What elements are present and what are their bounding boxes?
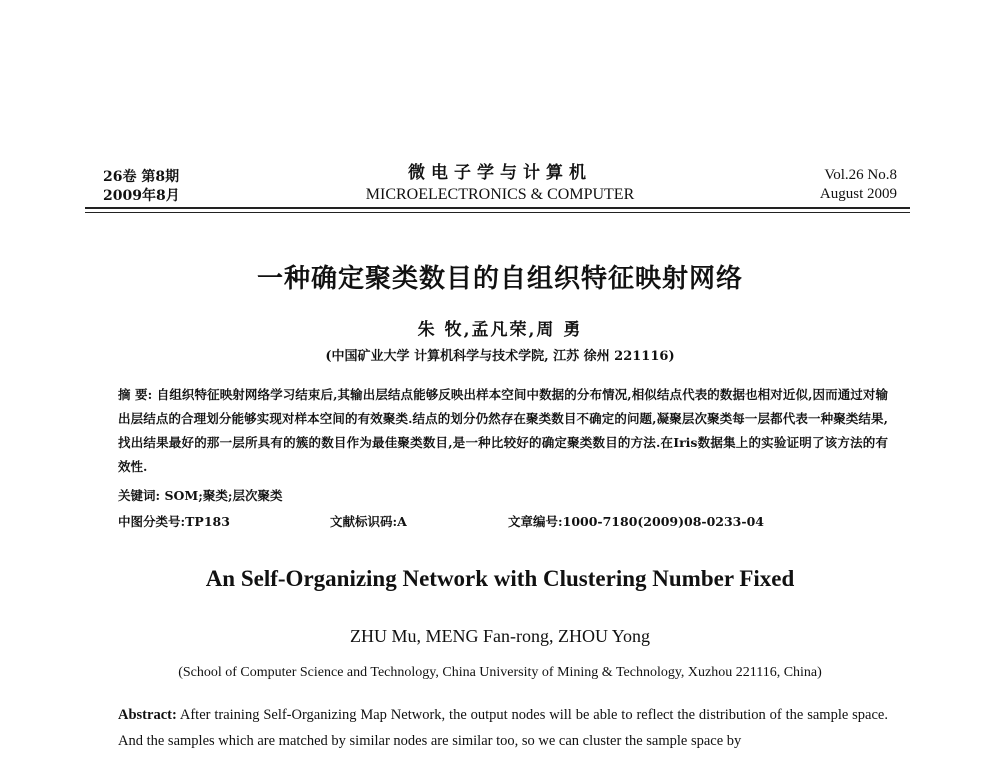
keywords-label: 关键词: bbox=[118, 488, 161, 503]
doc-code-label: 文献标识码: bbox=[330, 514, 398, 529]
paper-title-cn: 一种确定聚类数目的自组织特征映射网络 bbox=[256, 264, 743, 294]
abstract-en-text: After training Self-Organizing Map Network, the output nodes will be able to reflect the distribution of the sample space. And the samples which are matched by similar nodes are similar too, so we can cluster the sample space by bbox=[118, 707, 888, 749]
journal-name bbox=[300, 162, 700, 206]
date-en: August 2009 bbox=[819, 186, 897, 202]
journal-name-cn: 微电子学与计算机 bbox=[408, 163, 592, 183]
header-rule-thick bbox=[85, 207, 910, 209]
issue-info bbox=[103, 168, 180, 206]
keywords-value: SOM;聚类;层次聚类 bbox=[164, 488, 283, 503]
doc-code-value: A bbox=[397, 514, 407, 529]
clc-code bbox=[118, 512, 230, 530]
abstract-cn-text: 自组织特征映射网络学习结束后,其输出层结点能够反映出样本空间中数据的分布情况,相似结点代表的数据也相对近似,因而通过对输出层结点的合理划分能够实现对样本空间的有效聚类.结点的划分仍然存在聚类数目不确定的问题,凝聚层次聚类每一层都代表一种聚类结果,找出结果最好的那一层所具有的簇的数目作为最佳聚类数目,是一种比较好的确定聚类数目的方法.在Iris数据集上的实验证明了该方法的有效性. bbox=[118, 387, 888, 474]
issue-info-en bbox=[820, 166, 897, 204]
clc-value: TP183 bbox=[185, 514, 230, 529]
volume-issue-en: Vol.26 No.8 bbox=[824, 167, 897, 183]
article-no-value: 1000-7180(2009)08-0233-04 bbox=[562, 514, 764, 529]
affiliation-cn: (中国矿业大学 计算机科学与技术学院, 江苏 徐州 221116) bbox=[325, 349, 675, 364]
article-no-label: 文章编号: bbox=[508, 514, 563, 529]
clc-label: 中图分类号: bbox=[118, 514, 186, 529]
abstract-cn-label: 摘 要: bbox=[118, 387, 153, 402]
journal-name-en: MICROELECTRONICS & COMPUTER bbox=[365, 186, 635, 203]
abstract-en bbox=[118, 702, 888, 754]
header-rule-thin bbox=[85, 212, 910, 213]
paper-title-en: An Self-Organizing Network with Clustering Number Fixed bbox=[205, 566, 795, 591]
affiliation-en: (School of Computer Science and Technology, China University of Mining & Technology, Xuzhou 221116, China) bbox=[178, 665, 822, 680]
authors-en: ZHU Mu, MENG Fan-rong, ZHOU Yong bbox=[349, 626, 650, 646]
document-code bbox=[330, 512, 407, 530]
article-number bbox=[508, 512, 764, 530]
volume-issue-cn: 26卷 第8期 bbox=[103, 169, 180, 185]
date-cn: 2009年8月 bbox=[103, 188, 180, 204]
abstract-cn bbox=[118, 383, 888, 479]
abstract-en-label: Abstract: bbox=[118, 707, 177, 723]
authors-cn: 朱 牧,孟凡荣,周 勇 bbox=[417, 320, 583, 340]
keywords-cn bbox=[118, 486, 282, 504]
